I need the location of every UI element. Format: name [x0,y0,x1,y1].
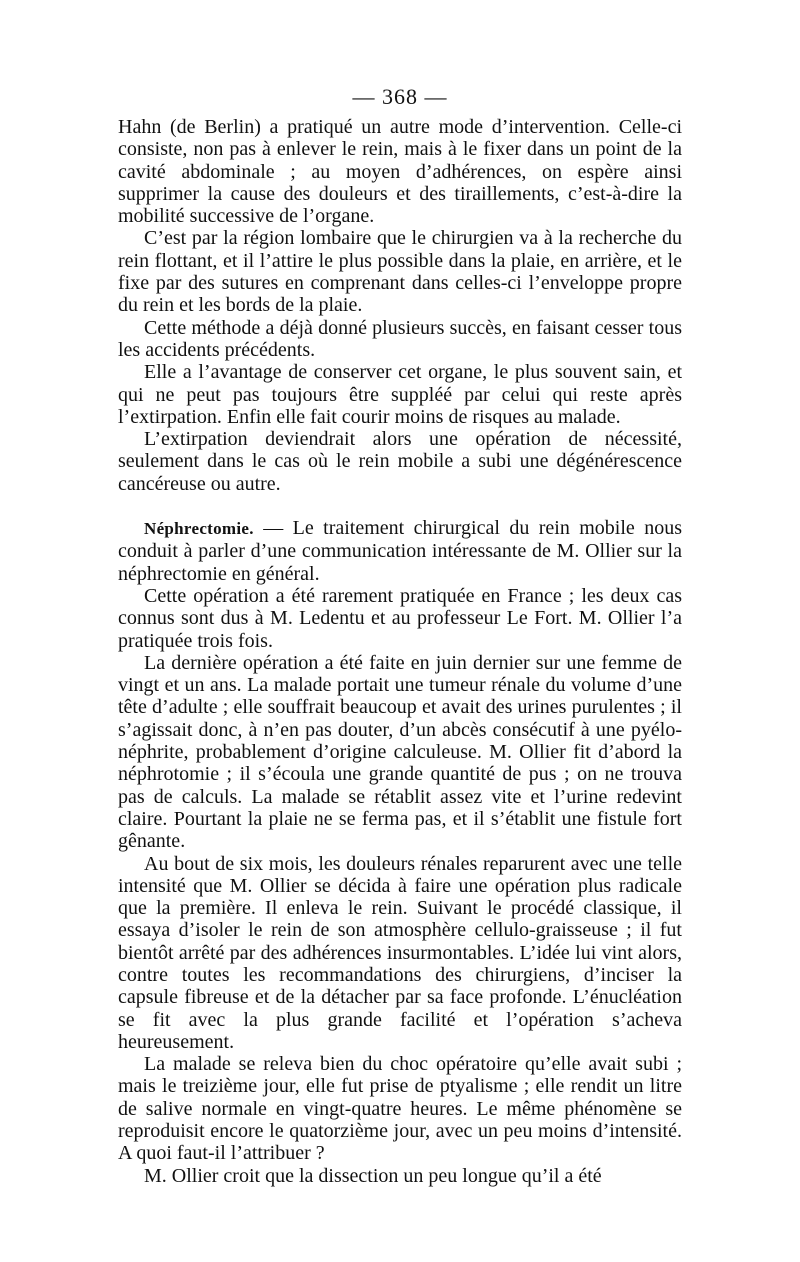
paragraph: Cette méthode a déjà donné plusieurs succès, en faisant cesser tous les accidents précédents. [118,316,682,361]
page-number: — 368 — [352,84,448,109]
paragraph: Hahn (de Berlin) a pratiqué un autre mode d’intervention. Celle-ci consiste, non pas à enlever le rein, mais à le fixer dans un point de la cavité abdominale ; au moyen d’adhérences, on espère ainsi supprimer la cause des douleurs et des tiraillements, c’est-à-dire la mobilité successive de l’organe. [118,116,682,228]
paragraph: Elle a l’avantage de conserver cet organe, le plus souvent sain, et qui ne peut pas toujours être suppléé par celui qui reste après l’extirpation. Enfin elle fait courir moins de risques au malade. [118,361,682,428]
paragraph: La malade se releva bien du choc opératoire qu’elle avait subi ; mais le treizième jour, elle fut prise de ptyalisme ; elle rendit un litre de salive normale en vingt-quatre heures. Le même phénomène se reproduisit encore le quatorzième jour, avec un peu moins d’intensité. A quoi faut-il l’attribuer ? [118,1053,682,1165]
paragraph: M. Ollier croit que la dissection un peu longue qu’il a été [144,1164,602,1187]
paragraph: L’extirpation deviendrait alors une opération de nécessité, seulement dans le cas où le rein mobile a subi une dégénérescence cancéreuse ou autre. [118,428,682,495]
section-paragraph: Néphrectomie. — Le traitement chirurgical du rein mobile nous conduit à parler d’une communication intéressante de M. Ollier sur la néphrectomie en général. [118,517,682,585]
paragraph: La dernière opération a été faite en juin dernier sur une femme de vingt et un ans. La malade portait une tumeur rénale du volume d’une tête d’adulte ; elle souffrait beaucoup et avait des urines purulentes ; il s’agissait donc, à n’en pas douter, d’un abcès consécutif à une pyélo-néphrite, probablement d’origine calculeuse. M. Ollier fit d’abord la néphrotomie ; il s’écoula une grande quantité de pus ; on ne trouva pas de calculs. La malade se rétablit assez vite et l’urine redevint claire. Pourtant la plaie ne se ferma pas, et il s’établit une fistule fort gênante. [118,651,682,853]
section-heading: Néphrectomie. [144,519,254,539]
paragraph: Au bout de six mois, les douleurs rénales reparurent avec une telle intensité que M. Ollier se décida à faire une opération plus radicale que la première. Il enleva le rein. Suivant le procédé classique, il essaya d’isoler le rein de son atmosphère cellulo-graisseuse ; il fut bientôt arrêté par des adhérences insurmontables. L’idée lui vint alors, contre toutes les recommandations des chirurgiens, d’inciser la capsule fibreuse et de la détacher par sa face profonde. L’énucléation se fit avec la plus grande facilité et l’opération s’acheva heureusement. [118,852,682,1053]
body-text [118,116,682,1187]
paragraph: C’est par la région lombaire que le chirurgien va à la recherche du rein flottant, et il l’attire le plus possible dans la plaie, en arrière, et le fixe par des sutures en comprenant dans celles-ci l’enveloppe propre du rein et les bords de la plaie. [118,227,682,317]
paragraph: Cette opération a été rarement pratiquée en France ; les deux cas connus sont dus à M. Ledentu et au professeur Le Fort. M. Ollier l’a pratiquée trois fois. [118,584,682,652]
